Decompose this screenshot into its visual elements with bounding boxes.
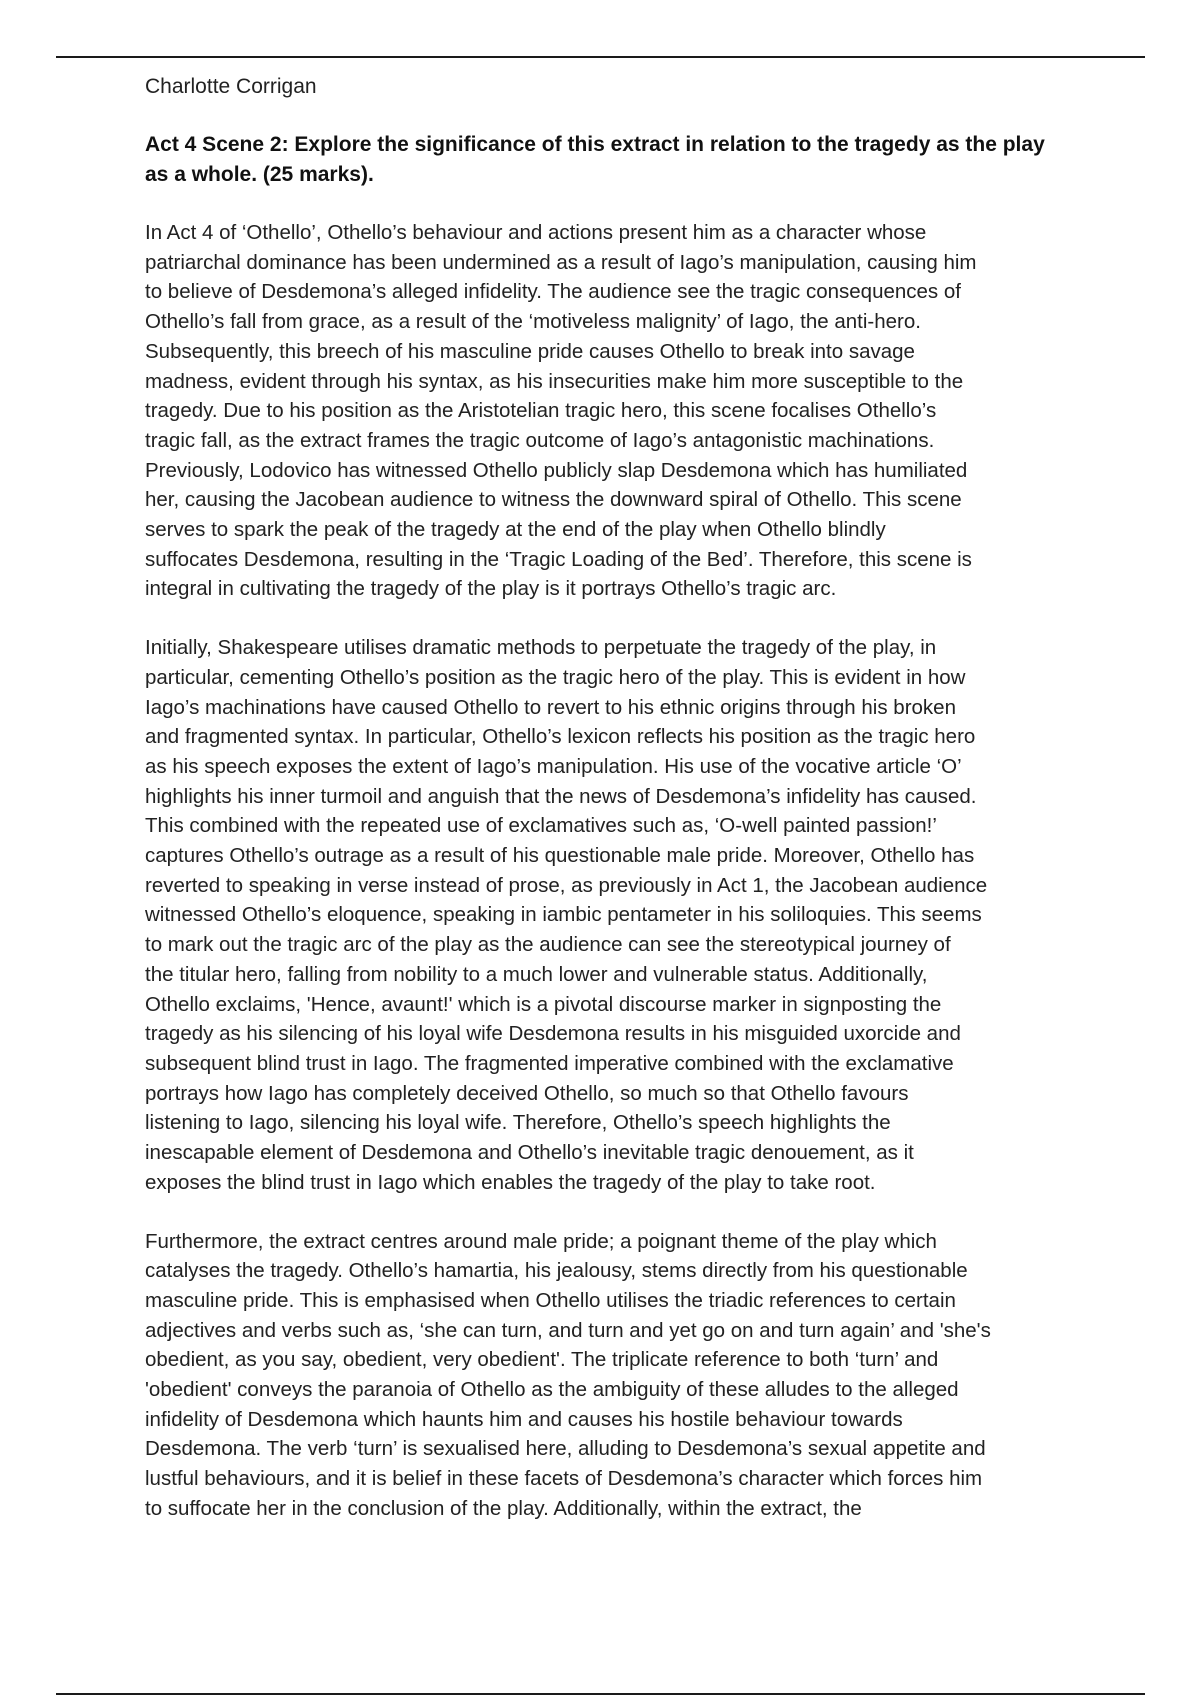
bottom-rule xyxy=(56,1693,1145,1695)
paragraph-male-pride: Furthermore, the extract centres around male pride; a poignant theme of the play which catalyses the tragedy. Othello’s hamartia, his jealousy, stems directly from his questionable masculine pride. This is emphasised when Othello utilises the triadic references to certain adjectives and verbs such as, ‘she can turn, and turn and yet go on and turn again’ and 'she's obedient, as you say, obedient, very obedient'. The triplicate reference to both ‘turn’ and 'obedient' conveys the paranoia of Othello as the ambiguity of these alludes to the alleged infidelity of Desdemona which haunts him and causes his hostile behaviour towards Desdemona. The verb ‘turn’ is sexualised here, alluding to Desdemona’s sexual appetite and lustful behaviours, and it is belief in these facets of Desdemona’s character which forces him to suffocate her in the conclusion of the play. Additionally, within the extract, the xyxy=(145,1229,991,1520)
document-page xyxy=(145,72,1065,1553)
paragraph-introduction: In Act 4 of ‘Othello’, Othello’s behaviour and actions present him as a character whose patriarchal dominance has been undermined as a result of Iago’s manipulation, causing him to believe of Desdemona’s alleged infidelity. The audience see the tragic consequences of Othello’s fall from grace, as a result of the ‘motiveless malignity’ of Iago, the anti-hero. Subsequently, this breech of his masculine pride causes Othello to break into savage madness, evident through his syntax, as his insecurities make him more susceptible to the tragedy. Due to his position as the Aristotelian tragic hero, this scene focalises Othello’s tragic fall, as the extract frames the tragic outcome of Iago’s antagonistic machinations. Previously, Lodovico has witnessed Othello publicly slap Desdemona which has humiliated her, causing the Jacobean audience to witness the downward spiral of Othello. This scene serves to spark the peak of the tragedy at the end of the play when Othello blindly suffocates Desdemona, resulting in the ‘Tragic Loading of the Bed’. Therefore, this scene is integral in cultivating the tragedy of the play is it portrays Othello’s tragic arc. xyxy=(145,221,977,601)
essay-question: Act 4 Scene 2: Explore the significance of this extract in relation to the tragedy as the play as a whole. (25 marks). xyxy=(145,133,1045,186)
paragraph-dramatic-methods: Initially, Shakespeare utilises dramatic methods to perpetuate the tragedy of the play, in particular, cementing Othello’s position as the tragic hero of the play. This is evident in how Iago’s machinations have caused Othello to revert to his ethnic origins through his broken and fragmented syntax. In particular, Othello’s lexicon reflects his position as the tragic hero as his speech exposes the extent of Iago’s manipulation. His use of the vocative article ‘O’ highlights his inner turmoil and anguish that the news of Desdemona’s infidelity has caused. This combined with the repeated use of exclamatives such as, ‘O-well painted passion!’ captures Othello’s outrage as a result of his questionable male pride. Moreover, Othello has reverted to speaking in verse instead of prose, as previously in Act 1, the Jacobean audience witnessed Othello’s eloquence, speaking in iambic pentameter in his soliloquies. This seems to mark out the tragic arc of the play as the audience can see the stereotypical journey of the titular hero, falling from nobility to a much lower and vulnerable status. Additionally, Othello exclaims, 'Hence, avaunt!' which is a pivotal discourse marker in signposting the tragedy as his silencing of his loyal wife Desdemona results in his misguided uxorcide and subsequent blind trust in Iago. The fragmented imperative combined with the exclamative portrays how Iago has completely deceived Othello, so much so that Othello favours listening to Iago, silencing his loyal wife. Therefore, Othello’s speech highlights the inescapable element of Desdemona and Othello’s inevitable tragic denouement, as it exposes the blind trust in Iago which enables the tragedy of the play to take root. xyxy=(145,636,988,1194)
author-name: Charlotte Corrigan xyxy=(145,75,317,98)
top-rule xyxy=(56,56,1145,58)
